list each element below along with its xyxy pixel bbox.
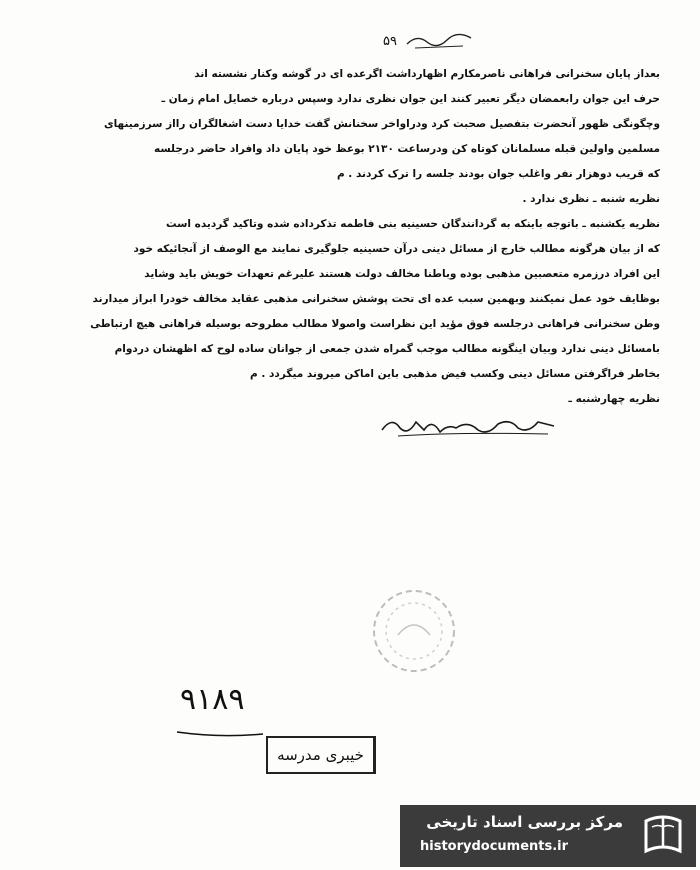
report-line: نظریه یکشنبه ـ باتوجه باینکه به گردانندگان حسینیه بنی فاطمه تذکرداده شده وتاکید گردیده است [165,218,660,230]
report-line: وطن سخنرانی فراهانی درجلسه فوق مؤید این نظراست واصولا مطالب مطروحه بوسیله فراهانی هیچ ارتباطی [90,318,660,330]
archive-footer [400,805,696,867]
handwritten-signature [378,410,558,440]
report-line: نظریه چهارشنبه ـ [568,393,660,405]
report-line: بوظایف خود عمل نمیکنند وبهمین سبب عده ای تحت پوشش سخنرانی مذهبی عقاید مخالف خودرا ابراز میدارند [92,293,660,305]
report-line: وچگونگی ظهور آنحضرت بتفصیل صحبت کرد ودراواخر سخنانش گفت خدایا دست اشغالگران رااز سرزمینهای [103,118,660,130]
report-line: که از بیان هرگونه مطالب خارج از مسائل دینی درآن حسینیه جلوگیری نمایند مع الوصف از آنجائیکه خود [133,243,660,255]
report-line: که قریب دوهزار نفر واغلب جوان بودند جلسه را ترک کردند . م [336,168,660,180]
report-line: مسلمین واولین قبله مسلمانان کوتاه کن ودرساعت ۲۱۳۰ بوعظ خود پایان داد وافراد حاضر درجلسه [154,143,660,155]
page-top-mark: ۵۹ [383,34,397,49]
circular-stamp-icon [368,585,460,677]
top-scribble-mark [405,30,475,50]
footer-title: مرکز بررسی اسناد تاریخی [426,813,623,831]
archive-tag-box: خیبری مدرسه [266,736,376,774]
book-logo-icon [638,811,688,861]
report-line: بخاطر فراگرفتن مسائل دینی وکسب فیض مذهبی باین اماکن میروند میگردد . م [250,368,660,380]
footer-url: historydocuments.ir [420,839,569,854]
report-line: حرف این جوان رابعمضان دیگر تعبیر کنند این جوان نظری ندارد وسپس درباره خصایل امام زمان ـ [161,93,660,105]
report-line: این افراد درزمره متعصبین مذهبی بوده وباطنا مخالف دولت هستند علیرغم تعهدات خویش باید وشاید [144,268,660,280]
report-line: بامسائل دینی ندارد وبیان اینگونه مطالب موجب گمراه شدن جمعی از جوانان ساده لوح که اظهشان دردوام [114,343,660,355]
report-line: بعداز پایان سخنرانی فراهانی ناصرمکارم اظهارداشت اگرعده ای در گوشه وکنار نشسته اند [194,68,660,80]
report-line: نظریه شنبه ـ نظری ندارد . [522,193,660,205]
report-body [50,62,660,412]
document-number: ۹۱۸۹ [180,682,245,717]
document-number-underline [175,728,265,740]
